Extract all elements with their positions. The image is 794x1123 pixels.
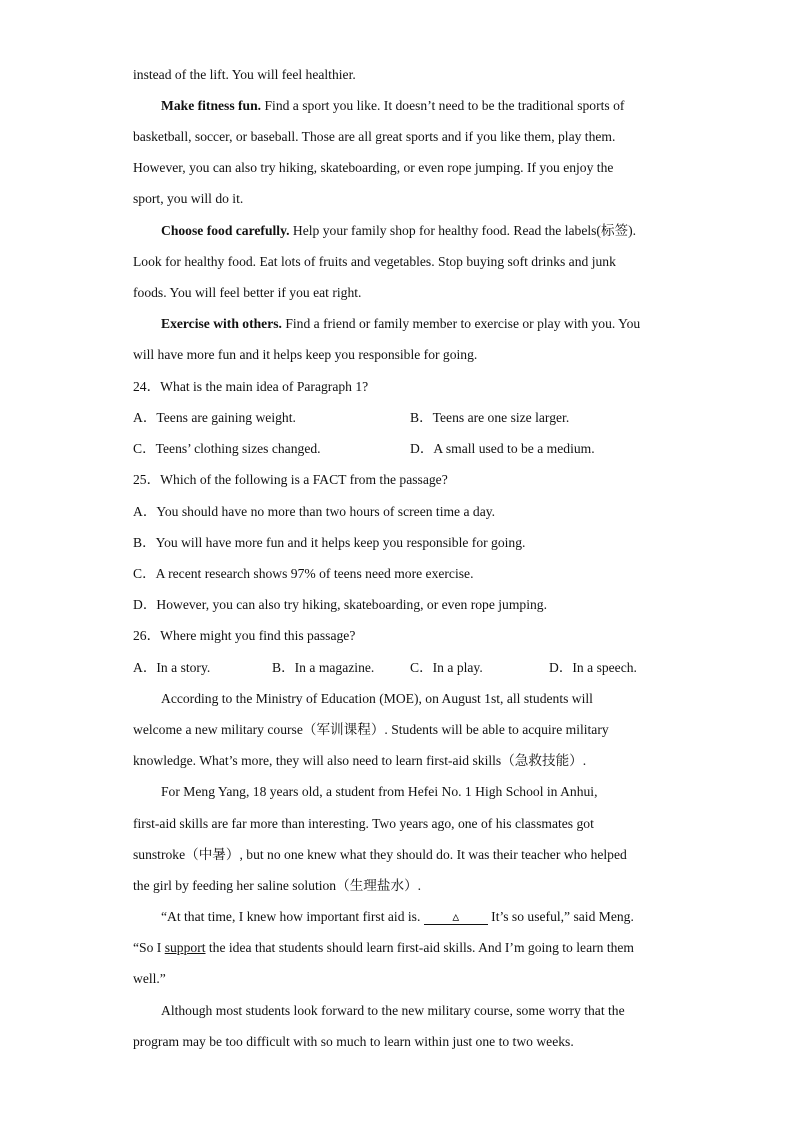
quote-line (133, 939, 673, 957)
question-25-stem: 25．Which of the following is a FACT from the passage? (133, 472, 448, 487)
text-line: instead of the lift. You will feel healthier. (133, 67, 356, 82)
q25-option-c: C．A recent research shows 97% of teens need more exercise. (133, 566, 474, 581)
q24-option-c: C．Teens’ clothing sizes changed. (133, 441, 321, 456)
paragraph-food-line (161, 222, 701, 240)
answer-blank: ▵ (424, 910, 488, 925)
text-span: the idea that students should learn first-aid skills. And I’m going to learn them (205, 940, 635, 955)
text-line: Although most students look forward to the new military course, some worry that the (161, 1003, 625, 1018)
paragraph-heading: Make fitness fun. (161, 98, 262, 113)
paragraph-heading: Exercise with others. (161, 316, 282, 331)
q24-option-b: B．Teens are one size larger. (410, 410, 570, 425)
q26-option-c: C．In a play. (410, 660, 483, 675)
text-span: Help your family shop for healthy food. Read the labels(标签). (289, 223, 637, 238)
question-24-stem: 24．What is the main idea of Paragraph 1? (133, 379, 369, 394)
text-line: foods. You will feel better if you eat right. (133, 285, 362, 300)
q24-option-a: A．Teens are gaining weight. (133, 410, 296, 425)
question-26-stem: 26．Where might you find this passage? (133, 628, 356, 643)
q25-option-b: B．You will have more fun and it helps keep you responsible for going. (133, 535, 526, 550)
text-line: sunstroke（中暑）, but no one knew what they should do. It was their teacher who helped (133, 847, 627, 862)
q26-option-a: A．In a story. (133, 660, 211, 675)
q25-option-d: D．However, you can also try hiking, skateboarding, or even rope jumping. (133, 597, 547, 612)
text-line: will have more fun and it helps keep you responsible for going. (133, 347, 478, 362)
q26-option-d: D．In a speech. (549, 660, 637, 675)
text-line: knowledge. What’s more, they will also need to learn first-aid skills（急救技能）. (133, 753, 587, 768)
text-line: sport, you will do it. (133, 191, 244, 206)
text-span: It’s so useful,” said Meng. (487, 909, 634, 924)
paragraph-others-line (161, 315, 701, 333)
text-span: Find a friend or family member to exercise or play with you. You (281, 316, 641, 331)
text-line: For Meng Yang, 18 years old, a student from Hefei No. 1 High School in Anhui, (161, 784, 598, 799)
q26-option-b: B．In a magazine. (272, 660, 375, 675)
text-line: well.” (133, 971, 166, 986)
quote-line (161, 908, 701, 926)
text-line: welcome a new military course（军训课程）. Students will be able to acquire military (133, 722, 609, 737)
text-line: first-aid skills are far more than interesting. Two years ago, one of his classmates got (133, 816, 594, 831)
text-span: Find a sport you like. It doesn’t need to be the traditional sports of (261, 98, 625, 113)
paragraph-heading: Choose food carefully. (161, 223, 290, 238)
underlined-word: support (164, 940, 206, 955)
text-line: According to the Ministry of Education (MOE), on August 1st, all students will (161, 691, 593, 706)
text-line: Look for healthy food. Eat lots of fruits and vegetables. Stop buying soft drinks and junk (133, 254, 616, 269)
paragraph-fun-line (161, 97, 701, 115)
q24-option-d: D．A small used to be a medium. (410, 441, 595, 456)
q25-option-a: A．You should have no more than two hours of screen time a day. (133, 504, 496, 519)
text-span: “So I (133, 940, 165, 955)
text-span: “At that time, I knew how important first aid is. (161, 909, 424, 924)
text-line: However, you can also try hiking, skateboarding, or even rope jumping. If you enjoy the (133, 160, 614, 175)
text-line: the girl by feeding her saline solution（生理盐水）. (133, 878, 422, 893)
text-line: program may be too difficult with so much to learn within just one to two weeks. (133, 1034, 574, 1049)
text-line: basketball, soccer, or baseball. Those are all great sports and if you like them, play them. (133, 129, 616, 144)
